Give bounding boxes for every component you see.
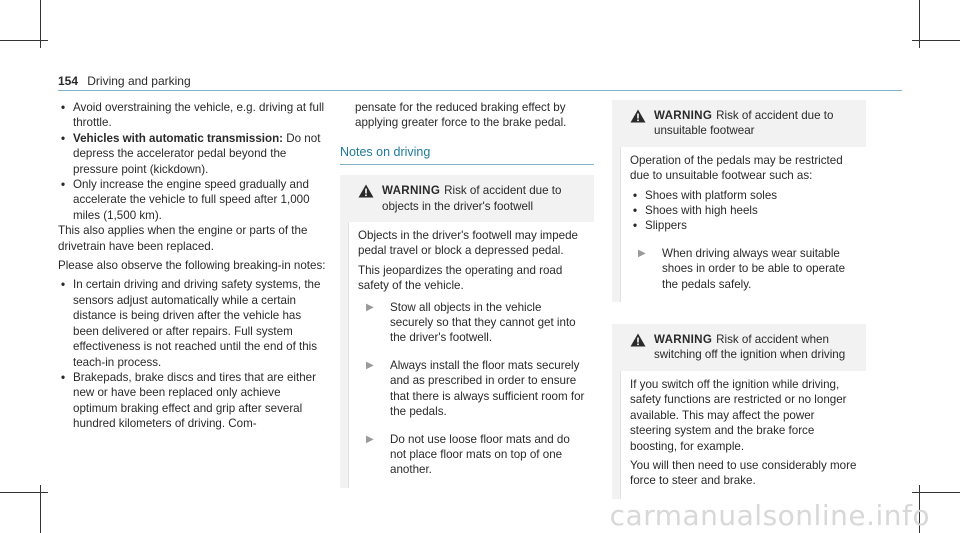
warning-header bbox=[612, 100, 866, 147]
action-step bbox=[358, 300, 586, 346]
list-item bbox=[58, 131, 326, 177]
arrow-icon: ▶ bbox=[638, 247, 646, 259]
step-text: Do not use loose floor mats and do not place floor mats on top of one another. bbox=[390, 432, 570, 477]
header-rule bbox=[58, 90, 902, 91]
page-number: 154 bbox=[58, 74, 79, 88]
crop-mark bbox=[0, 40, 48, 41]
warning-heading bbox=[382, 183, 586, 214]
warning-triangle-icon bbox=[630, 333, 646, 347]
warning-header bbox=[340, 175, 594, 222]
list-item: • Brakepads, brake discs and tires that are either new or have been replaced only achieve optimum braking effect and grip after several hundred kilometers of driving. Com- bbox=[58, 370, 326, 432]
paragraph: If you switch off the ignition while driving, safety functions are restricted or no longer available. This may affect the power steering system and the brake force boosting, for example. bbox=[630, 377, 847, 453]
warning-heading bbox=[654, 332, 858, 363]
section-rule bbox=[340, 164, 594, 165]
paragraph: pensate for the reduced braking effect by applying greater force to the brake pedal. bbox=[355, 101, 567, 130]
action-step bbox=[358, 432, 586, 478]
step-text: Stow all objects in the vehicle securely so that they cannot get into the driver's footwell. bbox=[390, 300, 576, 345]
warning-label: WARNING bbox=[654, 109, 713, 122]
paragraph: This also applies when the engine or parts of the drivetrain have been replaced. bbox=[58, 224, 308, 253]
bullet-list bbox=[58, 100, 326, 223]
warning-label: WARNING bbox=[654, 333, 713, 347]
step-text: Always install the floor mats securely and as prescribed in order to ensure that there is always sufficient room for the pedals. bbox=[390, 358, 585, 419]
action-step bbox=[358, 358, 586, 420]
warning-box bbox=[612, 324, 866, 499]
warning-heading bbox=[654, 108, 858, 139]
paragraph: Operation of the pedals may be restricted due to unsuitable footwear such as: bbox=[630, 153, 843, 183]
section-title: Notes on driving bbox=[340, 144, 431, 159]
warning-title: Risk of accident due to objects in the driver's footwell bbox=[382, 184, 562, 213]
warning-body bbox=[620, 371, 866, 499]
crop-mark bbox=[912, 40, 960, 41]
arrow-icon: ▶ bbox=[366, 301, 374, 313]
warning-triangle-icon bbox=[358, 184, 374, 198]
arrow-icon: ▶ bbox=[366, 433, 374, 445]
column-3 bbox=[612, 100, 880, 515]
paragraph: This jeopardizes the operating and road safety of the vehicle. bbox=[358, 263, 563, 293]
warning-box bbox=[340, 175, 594, 488]
paragraph: Objects in the driver's footwell may impede pedal travel or block a depressed pedal. bbox=[358, 229, 579, 258]
watermark: carmanualsonline.info bbox=[609, 498, 930, 532]
warning-triangle-icon bbox=[630, 109, 646, 123]
warning-box bbox=[612, 100, 866, 302]
list-item: • Shoes with platform soles bbox=[630, 188, 858, 203]
warning-title: Risk of accident due to unsuitable footwear bbox=[654, 109, 834, 138]
column-1 bbox=[58, 100, 326, 432]
bullet-list bbox=[58, 277, 326, 431]
arrow-icon: ▶ bbox=[366, 359, 374, 371]
warning-body bbox=[348, 222, 594, 488]
crop-mark bbox=[912, 492, 960, 493]
warning-label: WARNING bbox=[382, 184, 441, 198]
item-text: Do not depress the accelerator pedal beyond the pressure point (kickdown). bbox=[73, 131, 321, 176]
column-2 bbox=[340, 100, 608, 504]
list-item: • In certain driving and driving safety systems, the sensors adjust automatically while a certain distance is being driven after the vehicle has been delivered or after repairs. Full system effectiveness is not reached until the end of this teach-in process. bbox=[58, 277, 326, 369]
warning-header bbox=[612, 324, 866, 371]
list-item: • Slippers bbox=[630, 218, 858, 233]
chapter-title: Driving and parking bbox=[87, 74, 191, 88]
warning-title: Risk of accident when switching off the ignition when driving bbox=[654, 333, 846, 362]
action-step bbox=[630, 246, 858, 292]
paragraph: You will then need to use considerably more force to steer and brake. bbox=[630, 458, 857, 488]
page-header bbox=[58, 74, 191, 89]
step-text: When driving always wear suitable shoes in order to be able to operate the pedals safely. bbox=[662, 246, 846, 291]
bold-lead: Vehicles with automatic transmission: bbox=[73, 131, 284, 145]
bullet-list bbox=[630, 188, 858, 234]
paragraph: Please also observe the following breaking-in notes: bbox=[58, 259, 326, 273]
list-item: • Only increase the engine speed gradually and accelerate the vehicle to full speed after 1,000 miles (1,500 km). bbox=[58, 177, 326, 223]
warning-body bbox=[620, 147, 866, 302]
list-item: • Avoid overstraining the vehicle, e.g. driving at full throttle. bbox=[58, 100, 326, 131]
list-item: • Shoes with high heels bbox=[630, 203, 858, 218]
crop-mark bbox=[0, 492, 48, 493]
